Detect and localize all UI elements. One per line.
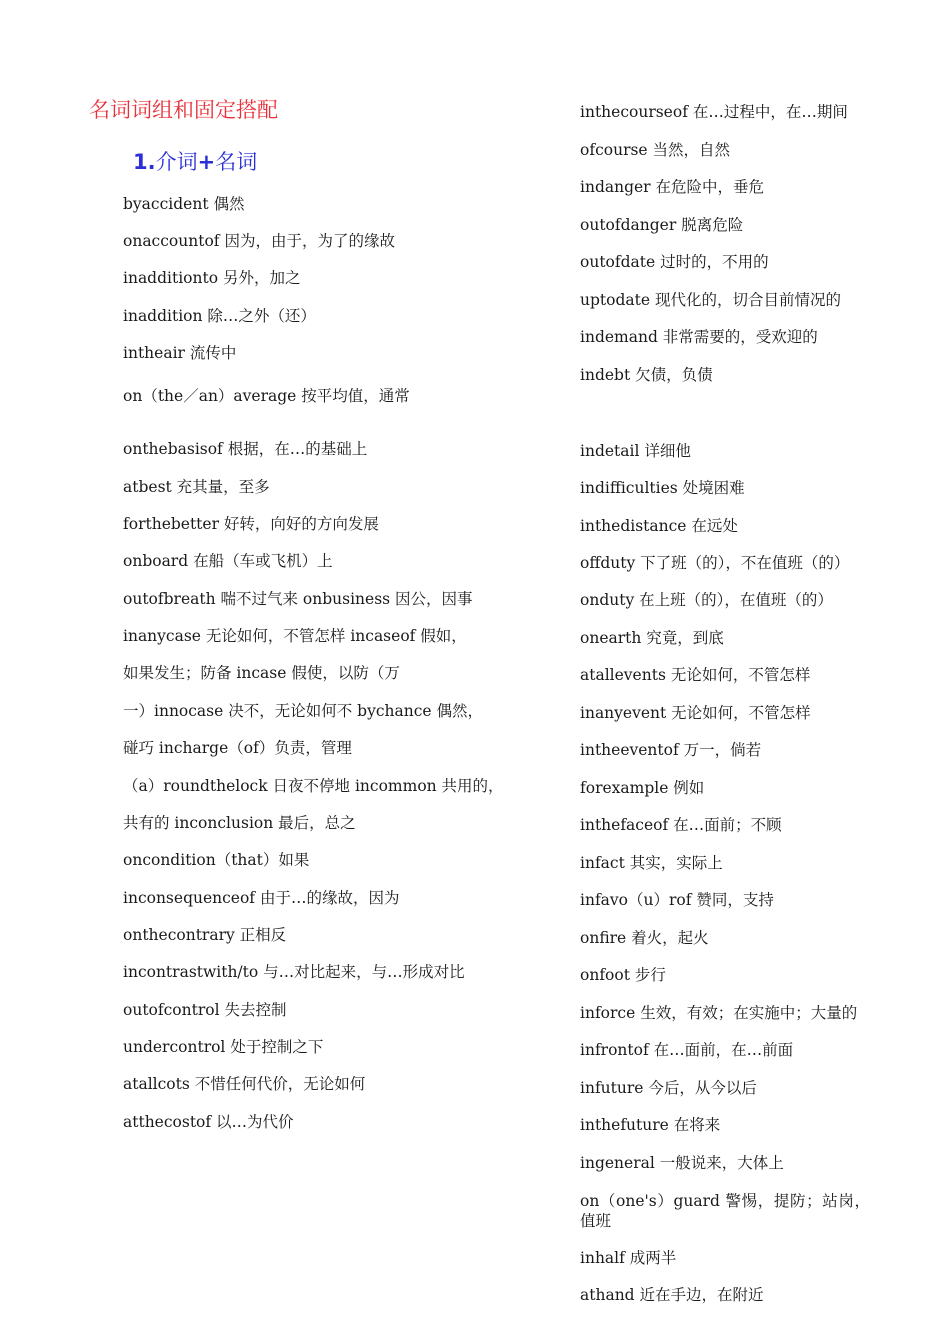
list-item: indetail 详细他 — [580, 442, 691, 460]
list-item: outofcontrol 失去控制 — [123, 1001, 287, 1019]
list-item: uptodate 现代化的，切合目前情况的 — [580, 291, 841, 309]
list-item: onduty 在上班（的），在值班（的） — [580, 591, 833, 609]
list-item: atbest 充其量，至多 — [123, 478, 270, 496]
list-item: ingeneral 一般说来，大体上 — [580, 1154, 784, 1172]
list-item: onfoot 步行 — [580, 966, 666, 984]
list-item: inanyevent 无论如何，不管怎样 — [580, 704, 811, 722]
page-title: 名词词组和固定搭配 — [89, 98, 278, 122]
section-heading-plus: + — [197, 150, 216, 174]
list-item: on（the／an）average 按平均值，通常 — [123, 387, 410, 405]
section-heading — [133, 146, 257, 176]
list-item: 一）innocase 决不，无论如何不 bychance 偶然， — [123, 702, 484, 720]
list-item: atallevents 无论如何，不管怎样 — [580, 666, 811, 684]
list-item: incontrastwith/to 与…对比起来，与…形成对比 — [123, 963, 465, 981]
list-item: （a）roundthelock 日夜不停地 incommon 共用的， — [123, 777, 504, 795]
list-item: infuture 今后，从今以后 — [580, 1079, 757, 1097]
list-item: indemand 非常需要的，受欢迎的 — [580, 328, 818, 346]
list-item: onthebasisof 根据，在…的基础上 — [123, 440, 368, 458]
list-item: outofdanger 脱离危险 — [580, 216, 744, 234]
list-item: infavo（u）rof 赞同，支持 — [580, 891, 774, 909]
list-item: onfire 着火，起火 — [580, 929, 709, 947]
list-item: inthefaceof 在…面前；不顾 — [580, 816, 782, 834]
list-item: outofdate 过时的，不用的 — [580, 253, 769, 271]
list-item: indebt 欠债，负债 — [580, 366, 713, 384]
list-item: athand 近在手边，在附近 — [580, 1286, 764, 1304]
list-item: oncondition（that）如果 — [123, 851, 310, 869]
list-item: inhalf 成两半 — [580, 1249, 677, 1267]
list-item: forthebetter 好转，向好的方向发展 — [123, 515, 379, 533]
list-item: outofbreath 喘不过气来 onbusiness 因公，因事 — [123, 590, 473, 608]
list-item: onthecontrary 正相反 — [123, 926, 287, 944]
list-item: infrontof 在…面前，在…前面 — [580, 1041, 794, 1059]
list-item: 如果发生；防备 incase 假使，以防（万 — [123, 664, 400, 682]
list-item: indanger 在危险中，垂危 — [580, 178, 765, 196]
list-item: ofcourse 当然，自然 — [580, 141, 731, 159]
list-item: inforce 生效，有效；在实施中；大量的 — [580, 1004, 858, 1022]
list-item: on（one's）guard 警惕，提防；站岗，值班 — [580, 1192, 870, 1230]
list-item: undercontrol 处于控制之下 — [123, 1038, 324, 1056]
list-item: inadditionto 另外，加之 — [123, 269, 301, 287]
list-item: atthecostof 以…为代价 — [123, 1113, 294, 1131]
list-item: inconsequenceof 由于…的缘故，因为 — [123, 889, 400, 907]
list-item: intheeventof 万一，倘若 — [580, 741, 762, 759]
section-heading-part1: 介词 — [155, 150, 198, 174]
list-item: atallcots 不惜任何代价，无论如何 — [123, 1075, 366, 1093]
list-item: inthefuture 在将来 — [580, 1116, 721, 1134]
list-item: indifficulties 处境困难 — [580, 479, 745, 497]
list-item: 共有的 inconclusion 最后，总之 — [123, 814, 356, 832]
list-item: inaddition 除…之外（还） — [123, 307, 316, 325]
list-item: intheair 流传中 — [123, 344, 237, 362]
section-number: 1. — [133, 150, 156, 174]
list-item: forexample 例如 — [580, 779, 705, 797]
list-item: 碰巧 incharge（of）负责，管理 — [123, 739, 352, 757]
list-item: inthecourseof 在…过程中，在…期间 — [580, 103, 848, 121]
list-item: offduty 下了班（的），不在值班（的） — [580, 554, 850, 572]
list-item: onaccountof 因为，由于，为了的缘故 — [123, 232, 395, 250]
list-item: onboard 在船（车或飞机）上 — [123, 552, 333, 570]
list-item: infact 其实，实际上 — [580, 854, 723, 872]
section-heading-part2: 名词 — [215, 150, 258, 174]
list-item: byaccident 偶然 — [123, 195, 245, 213]
list-item: inanycase 无论如何，不管怎样 incaseof 假如， — [123, 627, 467, 645]
list-item: onearth 究竟，到底 — [580, 629, 724, 647]
list-item: inthedistance 在远处 — [580, 517, 738, 535]
